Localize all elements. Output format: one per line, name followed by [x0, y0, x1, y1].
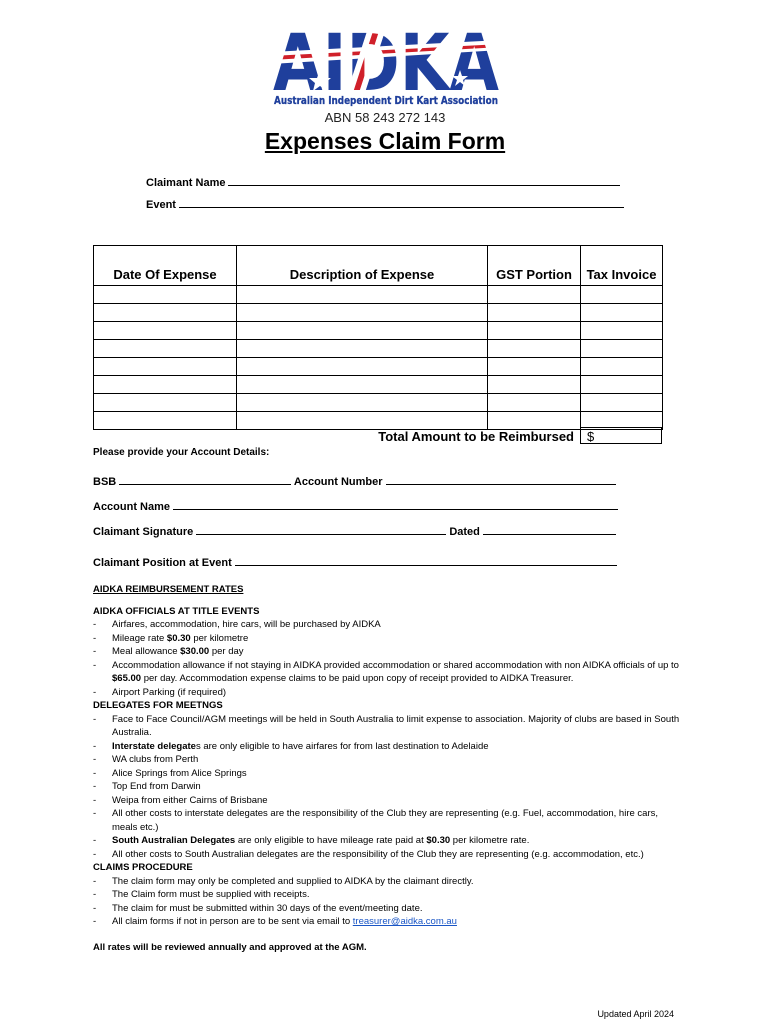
table-row	[94, 358, 663, 376]
dated-field[interactable]	[483, 524, 616, 535]
account-number-label: Account Number	[293, 476, 383, 488]
expense-table	[93, 245, 663, 430]
tax-invoice-cell[interactable]	[581, 358, 663, 376]
date-cell[interactable]	[94, 412, 237, 430]
signature-row	[93, 524, 616, 538]
treasurer-email-link[interactable]: treasurer@aidka.com.au	[352, 916, 457, 927]
signature-field[interactable]	[196, 524, 446, 535]
claims-list	[93, 875, 683, 929]
table-row	[94, 304, 663, 322]
list-item: - Top End from Darwin	[93, 780, 683, 794]
gst-cell[interactable]	[488, 340, 581, 358]
account-name-field[interactable]	[173, 499, 618, 510]
currency-symbol: $	[587, 429, 595, 444]
tax-invoice-cell[interactable]	[581, 286, 663, 304]
list-item: - The claim for must be submitted within 30 days of the event/meeting date.	[93, 902, 683, 916]
date-cell[interactable]	[94, 340, 237, 358]
date-cell[interactable]	[94, 286, 237, 304]
list-item: - All other costs to interstate delegates are the responsibility of the Club they are representing (e.g. Fuel, accommodation, hire cars, meals etc.)	[93, 807, 683, 834]
date-cell[interactable]	[94, 304, 237, 322]
account-number-field[interactable]	[386, 474, 616, 485]
officials-heading: AIDKA OFFICIALS AT TITLE EVENTS	[93, 605, 260, 617]
description-cell[interactable]	[237, 340, 488, 358]
table-row	[94, 394, 663, 412]
claimant-name-label: Claimant Name	[146, 177, 226, 189]
gst-cell[interactable]	[488, 304, 581, 322]
reimbursement-rates	[93, 583, 683, 954]
table-row	[94, 340, 663, 358]
date-cell[interactable]	[94, 376, 237, 394]
event-label: Event	[146, 199, 176, 211]
date-cell[interactable]	[94, 322, 237, 340]
header-tax-invoice: Tax Invoice	[581, 246, 663, 286]
signature-label: Claimant Signature	[93, 526, 194, 538]
rates-heading: AIDKA REIMBURSEMENT RATES	[93, 584, 244, 595]
bsb-label: BSB	[93, 476, 117, 488]
list-item: - Meal allowance $30.00 per day	[93, 645, 683, 659]
position-row	[93, 555, 617, 569]
total-label: Total Amount to be Reimbursed	[378, 429, 574, 444]
bsb-row	[93, 474, 616, 488]
delegates-list	[93, 713, 683, 862]
event-row	[146, 197, 624, 211]
claimant-name-row	[146, 175, 620, 189]
tax-invoice-cell[interactable]	[581, 322, 663, 340]
description-cell[interactable]	[237, 358, 488, 376]
description-cell[interactable]	[237, 376, 488, 394]
tax-invoice-cell[interactable]	[581, 376, 663, 394]
bsb-field[interactable]	[119, 474, 291, 485]
description-cell[interactable]	[237, 322, 488, 340]
gst-cell[interactable]	[488, 322, 581, 340]
claimant-name-field[interactable]	[228, 175, 620, 186]
list-item: - Mileage rate $0.30 per kilometre	[93, 632, 683, 646]
list-item: - South Australian Delegates are only eligible to have mileage rate paid at $0.30 per kilometre rate.	[93, 834, 683, 848]
gst-cell[interactable]	[488, 376, 581, 394]
position-label: Claimant Position at Event	[93, 557, 232, 569]
date-cell[interactable]	[94, 358, 237, 376]
position-field[interactable]	[235, 555, 617, 566]
dated-label: Dated	[449, 526, 480, 538]
date-cell[interactable]	[94, 394, 237, 412]
list-item: - Airfares, accommodation, hire cars, will be purchased by AIDKA	[93, 618, 683, 632]
list-item: - Weipa from either Cairns of Brisbane	[93, 794, 683, 808]
description-cell[interactable]	[237, 304, 488, 322]
officials-list	[93, 618, 683, 699]
page-title: Expenses Claim Form	[264, 128, 506, 154]
list-item: - All claim forms if not in person are to be sent via email to treasurer@aidka.com.au	[93, 915, 683, 929]
list-item: - Interstate delegates are only eligible to have airfares for from last destination to Adelaide	[93, 740, 683, 754]
abn: ABN 58 243 272 143	[324, 110, 446, 125]
total-amount-field[interactable]	[580, 427, 662, 444]
tax-invoice-cell[interactable]	[581, 394, 663, 412]
description-cell[interactable]	[237, 412, 488, 430]
delegates-heading: DELEGATES FOR MEETNGS	[93, 700, 223, 711]
list-item: - WA clubs from Perth	[93, 753, 683, 767]
account-name-row	[93, 499, 618, 513]
gst-cell[interactable]	[488, 358, 581, 376]
list-item: - All other costs to South Australian delegates are the responsibility of the Club they are representing (e.g. accommodation, etc.)	[93, 848, 683, 862]
claims-heading: CLAIMS PROCEDURE	[93, 862, 193, 873]
list-item: - Face to Face Council/AGM meetings will be held in South Australia to limit expense to association. Majority of clubs are based in South Australia.	[93, 713, 683, 740]
table-row	[94, 412, 663, 430]
expense-table-header	[94, 246, 663, 286]
header-gst: GST Portion	[488, 246, 581, 286]
header-date: Date Of Expense	[94, 246, 237, 286]
account-name-label: Account Name	[93, 501, 171, 513]
aidka-logo	[270, 22, 502, 108]
table-row	[94, 286, 663, 304]
logo-subtitle: Australian Independent Dirt Kart Association	[274, 95, 498, 107]
event-field[interactable]	[179, 197, 624, 208]
list-item: - The Claim form must be supplied with receipts.	[93, 888, 683, 902]
gst-cell[interactable]	[488, 286, 581, 304]
gst-cell[interactable]	[488, 412, 581, 430]
gst-cell[interactable]	[488, 394, 581, 412]
tax-invoice-cell[interactable]	[581, 340, 663, 358]
list-item: - Airport Parking (if required)	[93, 686, 683, 700]
list-item: - Accommodation allowance if not staying in AIDKA provided accommodation or shared accommodation with non AIDKA officials of up to $65.00 per day. Accommodation expense claims to be paid upon copy of receipt provided to AIDKA Treasurer.	[93, 659, 683, 686]
table-row	[94, 322, 663, 340]
list-item: - Alice Springs from Alice Springs	[93, 767, 683, 781]
table-row	[94, 376, 663, 394]
closing-note: All rates will be reviewed annually and approved at the AGM.	[93, 941, 367, 953]
account-intro: Please provide your Account Details:	[93, 447, 270, 458]
description-cell[interactable]	[237, 286, 488, 304]
list-item: - The claim form may only be completed and supplied to AIDKA by the claimant directly.	[93, 875, 683, 889]
tax-invoice-cell[interactable]	[581, 304, 663, 322]
description-cell[interactable]	[237, 394, 488, 412]
updated-note: Updated April 2024	[597, 1009, 674, 1019]
header-description: Description of Expense	[237, 246, 488, 286]
